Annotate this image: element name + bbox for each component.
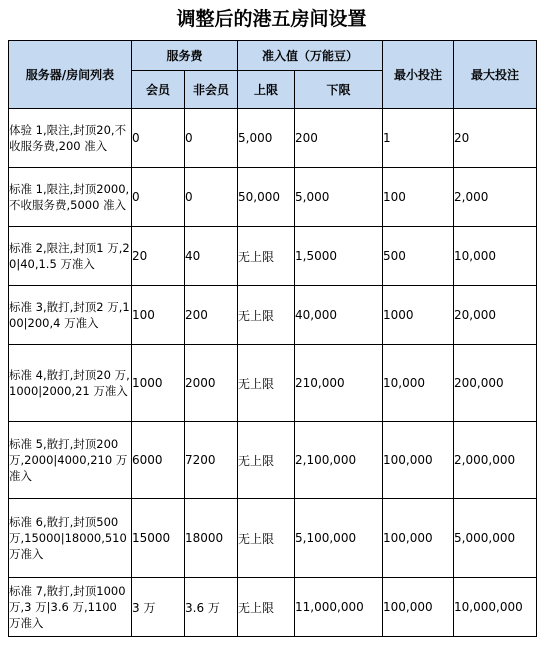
cell-min-bet: 500 [383, 227, 454, 286]
cell-upper: 无上限 [238, 499, 295, 578]
cell-server: 标准 1,限注,封顶2000,不收服务费,5000 准入 [9, 168, 132, 227]
cell-member-fee: 0 [132, 168, 185, 227]
cell-lower: 200 [295, 109, 383, 168]
cell-non-member-fee: 7200 [185, 422, 238, 499]
table-row [9, 345, 537, 422]
header-min-bet: 最小投注 [383, 41, 454, 109]
table-row [9, 168, 537, 227]
cell-lower: 2,100,000 [295, 422, 383, 499]
cell-max-bet: 20,000 [454, 286, 537, 345]
cell-lower: 5,100,000 [295, 499, 383, 578]
table-row [9, 422, 537, 499]
header-member: 会员 [132, 71, 185, 109]
cell-member-fee: 0 [132, 109, 185, 168]
cell-max-bet: 20 [454, 109, 537, 168]
cell-lower: 11,000,000 [295, 578, 383, 637]
cell-upper: 无上限 [238, 578, 295, 637]
cell-server: 标准 6,散打,封顶500 万,15000|18000,510 万准入 [9, 499, 132, 578]
cell-server: 标准 7,散打,封顶1000 万,3 万|3.6 万,1100 万准入 [9, 578, 132, 637]
header-non-member: 非会员 [185, 71, 238, 109]
cell-server: 体验 1,限注,封顶20,不收服务费,200 准入 [9, 109, 132, 168]
cell-server: 标准 3,散打,封顶2 万,100|200,4 万准入 [9, 286, 132, 345]
header-server: 服务器/房间列表 [9, 41, 132, 109]
table-row [9, 286, 537, 345]
header-entry-value: 准入值（万能豆） [238, 41, 383, 71]
table-row [9, 109, 537, 168]
cell-non-member-fee: 0 [185, 109, 238, 168]
cell-min-bet: 100,000 [383, 422, 454, 499]
cell-lower: 40,000 [295, 286, 383, 345]
header-upper: 上限 [238, 71, 295, 109]
cell-max-bet: 10,000 [454, 227, 537, 286]
cell-member-fee: 100 [132, 286, 185, 345]
cell-min-bet: 100,000 [383, 499, 454, 578]
cell-max-bet: 2,000,000 [454, 422, 537, 499]
cell-lower: 210,000 [295, 345, 383, 422]
header-service-fee: 服务费 [132, 41, 238, 71]
cell-non-member-fee: 200 [185, 286, 238, 345]
page-title: 调整后的港五房间设置 [176, 8, 367, 30]
cell-min-bet: 1 [383, 109, 454, 168]
cell-lower: 1,5000 [295, 227, 383, 286]
cell-member-fee: 20 [132, 227, 185, 286]
cell-upper: 无上限 [238, 227, 295, 286]
cell-upper: 无上限 [238, 286, 295, 345]
cell-non-member-fee: 18000 [185, 499, 238, 578]
cell-max-bet: 200,000 [454, 345, 537, 422]
cell-min-bet: 100,000 [383, 578, 454, 637]
header-lower: 下限 [295, 71, 383, 109]
cell-min-bet: 1000 [383, 286, 454, 345]
cell-server: 标准 5,散打,封顶200 万,2000|4000,210 万准入 [9, 422, 132, 499]
cell-lower: 5,000 [295, 168, 383, 227]
cell-non-member-fee: 0 [185, 168, 238, 227]
header-max-bet: 最大投注 [454, 41, 537, 109]
cell-upper: 无上限 [238, 422, 295, 499]
table-row [9, 578, 537, 637]
cell-max-bet: 5,000,000 [454, 499, 537, 578]
cell-max-bet: 10,000,000 [454, 578, 537, 637]
room-settings-table [8, 40, 537, 637]
table-row [9, 499, 537, 578]
cell-member-fee: 3 万 [132, 578, 185, 637]
cell-upper: 5,000 [238, 109, 295, 168]
cell-server: 标准 4,散打,封顶20 万,1000|2000,21 万准入 [9, 345, 132, 422]
cell-member-fee: 15000 [132, 499, 185, 578]
table-row [9, 227, 537, 286]
cell-upper: 无上限 [238, 345, 295, 422]
cell-max-bet: 2,000 [454, 168, 537, 227]
cell-non-member-fee: 2000 [185, 345, 238, 422]
cell-non-member-fee: 40 [185, 227, 238, 286]
cell-member-fee: 1000 [132, 345, 185, 422]
cell-min-bet: 100 [383, 168, 454, 227]
cell-non-member-fee: 3.6 万 [185, 578, 238, 637]
cell-min-bet: 10,000 [383, 345, 454, 422]
cell-upper: 50,000 [238, 168, 295, 227]
cell-server: 标准 2,限注,封顶1 万,20|40,1.5 万准入 [9, 227, 132, 286]
cell-member-fee: 6000 [132, 422, 185, 499]
